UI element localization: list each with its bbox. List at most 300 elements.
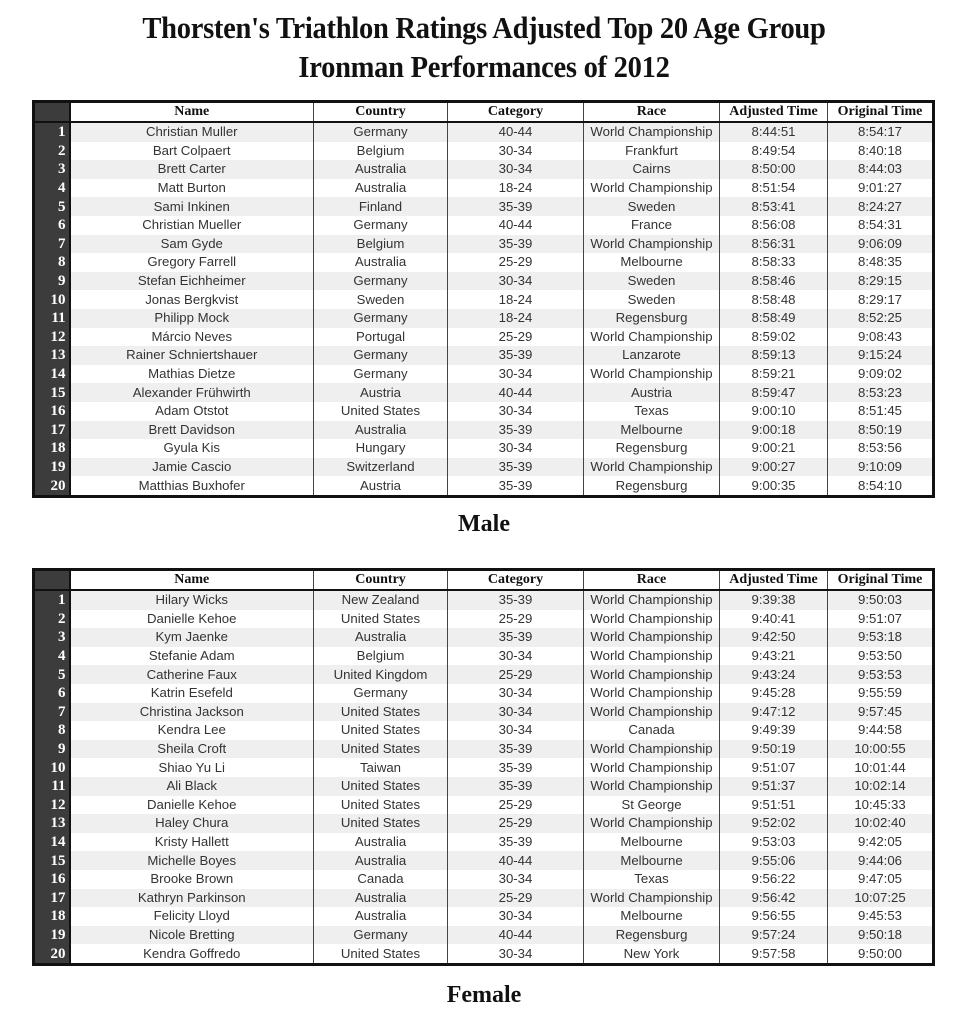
rank-cell: 9 xyxy=(34,740,70,759)
athlete-name-cell: Felicity Lloyd xyxy=(70,907,314,926)
table-row xyxy=(34,421,934,440)
race-cell: World Championship xyxy=(584,458,720,477)
country-cell: Sweden xyxy=(314,290,448,309)
category-cell: 18-24 xyxy=(448,290,584,309)
athlete-name-cell: Shiao Yu Li xyxy=(70,758,314,777)
athlete-name-cell: Sam Gyde xyxy=(70,235,314,254)
category-cell: 30-34 xyxy=(448,721,584,740)
category-cell: 35-39 xyxy=(448,833,584,852)
table-header-row xyxy=(34,102,934,123)
rank-cell: 14 xyxy=(34,365,70,384)
adjusted-time-cell: 8:59:13 xyxy=(720,346,828,365)
rank-cell: 2 xyxy=(34,142,70,161)
race-cell: Melbourne xyxy=(584,421,720,440)
rank-cell: 13 xyxy=(34,814,70,833)
adjusted-time-cell: 8:49:54 xyxy=(720,142,828,161)
original-time-cell: 10:02:14 xyxy=(828,777,934,796)
adjusted-time-header: Adjusted Time xyxy=(720,102,828,123)
athlete-name-cell: Bart Colpaert xyxy=(70,142,314,161)
athlete-name-cell: Sheila Croft xyxy=(70,740,314,759)
athlete-name-cell: Kathryn Parkinson xyxy=(70,889,314,908)
adjusted-time-cell: 9:57:58 xyxy=(720,944,828,964)
race-cell: Texas xyxy=(584,870,720,889)
athlete-name-cell: Gyula Kis xyxy=(70,439,314,458)
original-time-cell: 9:44:58 xyxy=(828,721,934,740)
race-cell: Texas xyxy=(584,402,720,421)
race-cell: World Championship xyxy=(584,610,720,629)
country-cell: Canada xyxy=(314,870,448,889)
original-time-cell: 8:53:23 xyxy=(828,383,934,402)
category-header: Category xyxy=(448,102,584,123)
athlete-name-cell: Christian Muller xyxy=(70,122,314,142)
table-row xyxy=(34,777,934,796)
athlete-name-cell: Sami Inkinen xyxy=(70,197,314,216)
male-section-label: Male xyxy=(458,511,510,537)
rank-cell: 9 xyxy=(34,272,70,291)
adjusted-time-cell: 9:00:18 xyxy=(720,421,828,440)
athlete-name-cell: Ali Black xyxy=(70,777,314,796)
original-time-cell: 9:51:07 xyxy=(828,610,934,629)
adjusted-time-cell: 9:57:24 xyxy=(720,926,828,945)
page-title-line-2: Ironman Performances of 2012 xyxy=(298,49,670,84)
original-time-cell: 9:57:45 xyxy=(828,703,934,722)
country-cell: Germany xyxy=(314,684,448,703)
rank-cell: 1 xyxy=(34,590,70,610)
category-cell: 35-39 xyxy=(448,740,584,759)
country-cell: Belgium xyxy=(314,647,448,666)
original-time-cell: 8:50:19 xyxy=(828,421,934,440)
adjusted-time-cell: 8:44:51 xyxy=(720,122,828,142)
original-time-cell: 9:08:43 xyxy=(828,328,934,347)
rank-cell: 19 xyxy=(34,458,70,477)
rank-cell: 10 xyxy=(34,758,70,777)
adjusted-time-cell: 8:59:02 xyxy=(720,328,828,347)
race-cell: World Championship xyxy=(584,758,720,777)
category-cell: 35-39 xyxy=(448,197,584,216)
race-cell: Sweden xyxy=(584,272,720,291)
adjusted-time-cell: 9:56:55 xyxy=(720,907,828,926)
adjusted-time-cell: 9:43:24 xyxy=(720,665,828,684)
country-cell: Australia xyxy=(314,628,448,647)
country-cell: Germany xyxy=(314,272,448,291)
original-time-cell: 8:52:25 xyxy=(828,309,934,328)
table-row xyxy=(34,889,934,908)
adjusted-time-cell: 9:50:19 xyxy=(720,740,828,759)
athlete-name-cell: Brett Davidson xyxy=(70,421,314,440)
adjusted-time-cell: 9:52:02 xyxy=(720,814,828,833)
race-cell: World Championship xyxy=(584,665,720,684)
rank-cell: 16 xyxy=(34,402,70,421)
original-time-cell: 10:45:33 xyxy=(828,796,934,815)
athlete-name-cell: Catherine Faux xyxy=(70,665,314,684)
rank-cell: 10 xyxy=(34,290,70,309)
rank-header xyxy=(34,102,70,123)
rank-cell: 3 xyxy=(34,160,70,179)
rank-cell: 7 xyxy=(34,703,70,722)
race-cell: World Championship xyxy=(584,777,720,796)
adjusted-time-cell: 9:53:03 xyxy=(720,833,828,852)
category-cell: 25-29 xyxy=(448,796,584,815)
category-cell: 30-34 xyxy=(448,365,584,384)
country-cell: Germany xyxy=(314,309,448,328)
race-cell: World Championship xyxy=(584,122,720,142)
race-cell: Sweden xyxy=(584,290,720,309)
rank-cell: 4 xyxy=(34,179,70,198)
rank-cell: 11 xyxy=(34,309,70,328)
table-row xyxy=(34,216,934,235)
athlete-name-cell: Stefan Eichheimer xyxy=(70,272,314,291)
adjusted-time-cell: 9:49:39 xyxy=(720,721,828,740)
race-cell: World Championship xyxy=(584,740,720,759)
table-row xyxy=(34,628,934,647)
rank-cell: 19 xyxy=(34,926,70,945)
adjusted-time-cell: 8:51:54 xyxy=(720,179,828,198)
table-row xyxy=(34,142,934,161)
race-cell: Cairns xyxy=(584,160,720,179)
adjusted-time-cell: 8:58:33 xyxy=(720,253,828,272)
country-header: Country xyxy=(314,570,448,591)
original-time-cell: 10:02:40 xyxy=(828,814,934,833)
athlete-name-cell: Alexander Frühwirth xyxy=(70,383,314,402)
country-cell: Australia xyxy=(314,421,448,440)
table-row xyxy=(34,235,934,254)
race-cell: Canada xyxy=(584,721,720,740)
adjusted-time-cell: 9:00:10 xyxy=(720,402,828,421)
country-cell: Hungary xyxy=(314,439,448,458)
athlete-name-cell: Hilary Wicks xyxy=(70,590,314,610)
table-row xyxy=(34,647,934,666)
category-cell: 25-29 xyxy=(448,610,584,629)
country-cell: New Zealand xyxy=(314,590,448,610)
race-cell: New York xyxy=(584,944,720,964)
table-row xyxy=(34,197,934,216)
category-cell: 35-39 xyxy=(448,346,584,365)
original-time-cell: 10:07:25 xyxy=(828,889,934,908)
country-cell: Belgium xyxy=(314,235,448,254)
country-cell: Australia xyxy=(314,833,448,852)
table-row xyxy=(34,944,934,964)
table-row xyxy=(34,796,934,815)
rank-cell: 5 xyxy=(34,665,70,684)
original-time-cell: 9:10:09 xyxy=(828,458,934,477)
original-time-cell: 9:55:59 xyxy=(828,684,934,703)
race-cell: Sweden xyxy=(584,197,720,216)
athlete-name-cell: Rainer Schniertshauer xyxy=(70,346,314,365)
category-cell: 30-34 xyxy=(448,439,584,458)
table-row xyxy=(34,402,934,421)
adjusted-time-cell: 8:59:21 xyxy=(720,365,828,384)
page-title-line-1: Thorsten's Triathlon Ratings Adjusted Top 20 Age Group xyxy=(142,10,826,45)
original-time-cell: 8:54:10 xyxy=(828,476,934,496)
rank-cell: 4 xyxy=(34,647,70,666)
table-row xyxy=(34,851,934,870)
original-time-cell: 8:53:56 xyxy=(828,439,934,458)
rank-cell: 5 xyxy=(34,197,70,216)
rank-cell: 17 xyxy=(34,889,70,908)
country-cell: Finland xyxy=(314,197,448,216)
race-cell: Melbourne xyxy=(584,833,720,852)
category-cell: 18-24 xyxy=(448,309,584,328)
name-header: Name xyxy=(70,570,314,591)
country-cell: United States xyxy=(314,814,448,833)
race-cell: World Championship xyxy=(584,235,720,254)
adjusted-time-cell: 9:51:07 xyxy=(720,758,828,777)
athlete-name-cell: Kristy Hallett xyxy=(70,833,314,852)
category-cell: 25-29 xyxy=(448,814,584,833)
adjusted-time-cell: 8:50:00 xyxy=(720,160,828,179)
athlete-name-cell: Gregory Farrell xyxy=(70,253,314,272)
category-cell: 40-44 xyxy=(448,122,584,142)
category-cell: 35-39 xyxy=(448,777,584,796)
athlete-name-cell: Adam Otstot xyxy=(70,402,314,421)
original-time-header: Original Time xyxy=(828,102,934,123)
race-cell: Regensburg xyxy=(584,439,720,458)
athlete-name-cell: Márcio Neves xyxy=(70,328,314,347)
table-row xyxy=(34,383,934,402)
athlete-name-cell: Michelle Boyes xyxy=(70,851,314,870)
rank-cell: 14 xyxy=(34,833,70,852)
original-time-cell: 9:47:05 xyxy=(828,870,934,889)
table-row xyxy=(34,253,934,272)
name-header: Name xyxy=(70,102,314,123)
original-time-cell: 9:06:09 xyxy=(828,235,934,254)
adjusted-time-cell: 8:53:41 xyxy=(720,197,828,216)
adjusted-time-cell: 8:59:47 xyxy=(720,383,828,402)
table-row xyxy=(34,703,934,722)
rank-cell: 15 xyxy=(34,851,70,870)
female-section-label: Female xyxy=(446,982,522,1008)
table-row xyxy=(34,346,934,365)
adjusted-time-cell: 9:51:51 xyxy=(720,796,828,815)
table-row xyxy=(34,833,934,852)
athlete-name-cell: Jamie Cascio xyxy=(70,458,314,477)
table-row xyxy=(34,272,934,291)
country-cell: United States xyxy=(314,796,448,815)
rank-cell: 18 xyxy=(34,439,70,458)
table-row xyxy=(34,439,934,458)
table-row xyxy=(34,365,934,384)
race-header: Race xyxy=(584,102,720,123)
adjusted-time-cell: 9:00:35 xyxy=(720,476,828,496)
original-time-cell: 8:29:17 xyxy=(828,290,934,309)
race-cell: France xyxy=(584,216,720,235)
original-time-cell: 9:50:00 xyxy=(828,944,934,964)
original-time-cell: 9:53:50 xyxy=(828,647,934,666)
country-cell: Australia xyxy=(314,179,448,198)
country-cell: United States xyxy=(314,944,448,964)
race-cell: St George xyxy=(584,796,720,815)
country-cell: United Kingdom xyxy=(314,665,448,684)
athlete-name-cell: Christian Mueller xyxy=(70,216,314,235)
table-row xyxy=(34,740,934,759)
category-cell: 30-34 xyxy=(448,160,584,179)
category-cell: 35-39 xyxy=(448,758,584,777)
adjusted-time-cell: 9:56:22 xyxy=(720,870,828,889)
category-cell: 35-39 xyxy=(448,476,584,496)
adjusted-time-cell: 9:43:21 xyxy=(720,647,828,666)
category-cell: 40-44 xyxy=(448,926,584,945)
athlete-name-cell: Stefanie Adam xyxy=(70,647,314,666)
country-cell: Australia xyxy=(314,253,448,272)
race-cell: Austria xyxy=(584,383,720,402)
rank-cell: 18 xyxy=(34,907,70,926)
athlete-name-cell: Kendra Goffredo xyxy=(70,944,314,964)
adjusted-time-cell: 9:42:50 xyxy=(720,628,828,647)
race-cell: World Championship xyxy=(584,365,720,384)
category-cell: 30-34 xyxy=(448,870,584,889)
race-cell: World Championship xyxy=(584,889,720,908)
country-cell: Australia xyxy=(314,160,448,179)
adjusted-time-cell: 8:56:31 xyxy=(720,235,828,254)
country-cell: Austria xyxy=(314,383,448,402)
category-cell: 30-34 xyxy=(448,703,584,722)
category-cell: 30-34 xyxy=(448,402,584,421)
rank-cell: 12 xyxy=(34,796,70,815)
original-time-cell: 8:29:15 xyxy=(828,272,934,291)
rank-cell: 7 xyxy=(34,235,70,254)
race-cell: World Championship xyxy=(584,684,720,703)
table-header-row xyxy=(34,570,934,591)
athlete-name-cell: Kendra Lee xyxy=(70,721,314,740)
rank-cell: 16 xyxy=(34,870,70,889)
category-cell: 30-34 xyxy=(448,907,584,926)
original-time-cell: 9:53:18 xyxy=(828,628,934,647)
race-cell: World Championship xyxy=(584,590,720,610)
race-cell: World Championship xyxy=(584,628,720,647)
category-cell: 25-29 xyxy=(448,328,584,347)
race-cell: Frankfurt xyxy=(584,142,720,161)
race-cell: Lanzarote xyxy=(584,346,720,365)
athlete-name-cell: Danielle Kehoe xyxy=(70,796,314,815)
table-row xyxy=(34,721,934,740)
category-cell: 35-39 xyxy=(448,628,584,647)
original-time-cell: 8:24:27 xyxy=(828,197,934,216)
race-cell: World Championship xyxy=(584,647,720,666)
original-time-cell: 9:09:02 xyxy=(828,365,934,384)
adjusted-time-cell: 9:00:21 xyxy=(720,439,828,458)
race-cell: Regensburg xyxy=(584,476,720,496)
race-cell: Regensburg xyxy=(584,926,720,945)
category-cell: 25-29 xyxy=(448,665,584,684)
athlete-name-cell: Christina Jackson xyxy=(70,703,314,722)
rank-cell: 8 xyxy=(34,253,70,272)
country-cell: United States xyxy=(314,721,448,740)
category-cell: 35-39 xyxy=(448,235,584,254)
athlete-name-cell: Mathias Dietze xyxy=(70,365,314,384)
adjusted-time-cell: 9:39:38 xyxy=(720,590,828,610)
country-cell: United States xyxy=(314,740,448,759)
rank-cell: 8 xyxy=(34,721,70,740)
adjusted-time-header: Adjusted Time xyxy=(720,570,828,591)
country-cell: Australia xyxy=(314,907,448,926)
country-cell: Australia xyxy=(314,889,448,908)
athlete-name-cell: Philipp Mock xyxy=(70,309,314,328)
original-time-cell: 9:53:53 xyxy=(828,665,934,684)
athlete-name-cell: Jonas Bergkvist xyxy=(70,290,314,309)
country-cell: Germany xyxy=(314,926,448,945)
original-time-cell: 8:44:03 xyxy=(828,160,934,179)
original-time-cell: 10:00:55 xyxy=(828,740,934,759)
adjusted-time-cell: 9:51:37 xyxy=(720,777,828,796)
table-row xyxy=(34,610,934,629)
race-header: Race xyxy=(584,570,720,591)
adjusted-time-cell: 9:47:12 xyxy=(720,703,828,722)
rank-cell: 6 xyxy=(34,216,70,235)
race-cell: World Championship xyxy=(584,814,720,833)
original-time-cell: 9:42:05 xyxy=(828,833,934,852)
category-cell: 35-39 xyxy=(448,421,584,440)
race-cell: Melbourne xyxy=(584,907,720,926)
original-time-cell: 9:01:27 xyxy=(828,179,934,198)
country-cell: Germany xyxy=(314,216,448,235)
athlete-name-cell: Nicole Bretting xyxy=(70,926,314,945)
original-time-cell: 9:15:24 xyxy=(828,346,934,365)
rank-cell: 3 xyxy=(34,628,70,647)
adjusted-time-cell: 9:45:28 xyxy=(720,684,828,703)
adjusted-time-cell: 8:58:49 xyxy=(720,309,828,328)
rank-cell: 2 xyxy=(34,610,70,629)
athlete-name-cell: Matt Burton xyxy=(70,179,314,198)
original-time-cell: 9:50:03 xyxy=(828,590,934,610)
original-time-cell: 9:44:06 xyxy=(828,851,934,870)
adjusted-time-cell: 8:58:48 xyxy=(720,290,828,309)
rank-cell: 15 xyxy=(34,383,70,402)
country-cell: Taiwan xyxy=(314,758,448,777)
table-row xyxy=(34,684,934,703)
category-cell: 18-24 xyxy=(448,179,584,198)
category-cell: 30-34 xyxy=(448,647,584,666)
table-row xyxy=(34,907,934,926)
category-cell: 35-39 xyxy=(448,590,584,610)
rank-cell: 1 xyxy=(34,122,70,142)
rank-cell: 11 xyxy=(34,777,70,796)
category-cell: 30-34 xyxy=(448,272,584,291)
country-cell: United States xyxy=(314,703,448,722)
category-cell: 25-29 xyxy=(448,253,584,272)
adjusted-time-cell: 8:58:46 xyxy=(720,272,828,291)
country-cell: United States xyxy=(314,610,448,629)
athlete-name-cell: Brooke Brown xyxy=(70,870,314,889)
adjusted-time-cell: 9:00:27 xyxy=(720,458,828,477)
table-row xyxy=(34,665,934,684)
original-time-cell: 9:50:18 xyxy=(828,926,934,945)
category-cell: 40-44 xyxy=(448,851,584,870)
rank-cell: 13 xyxy=(34,346,70,365)
race-cell: Melbourne xyxy=(584,253,720,272)
rank-cell: 20 xyxy=(34,476,70,496)
adjusted-time-cell: 9:56:42 xyxy=(720,889,828,908)
country-cell: United States xyxy=(314,777,448,796)
category-cell: 40-44 xyxy=(448,383,584,402)
table-row xyxy=(34,328,934,347)
original-time-cell: 9:45:53 xyxy=(828,907,934,926)
country-cell: Germany xyxy=(314,346,448,365)
original-time-cell: 8:40:18 xyxy=(828,142,934,161)
table-row xyxy=(34,476,934,496)
category-cell: 30-34 xyxy=(448,684,584,703)
athlete-name-cell: Brett Carter xyxy=(70,160,314,179)
table-row xyxy=(34,309,934,328)
athlete-name-cell: Danielle Kehoe xyxy=(70,610,314,629)
table-row xyxy=(34,458,934,477)
table-row xyxy=(34,926,934,945)
category-cell: 40-44 xyxy=(448,216,584,235)
rank-header xyxy=(34,570,70,591)
table-row xyxy=(34,758,934,777)
adjusted-time-cell: 9:55:06 xyxy=(720,851,828,870)
male-results-table xyxy=(32,100,935,498)
athlete-name-cell: Kym Jaenke xyxy=(70,628,314,647)
